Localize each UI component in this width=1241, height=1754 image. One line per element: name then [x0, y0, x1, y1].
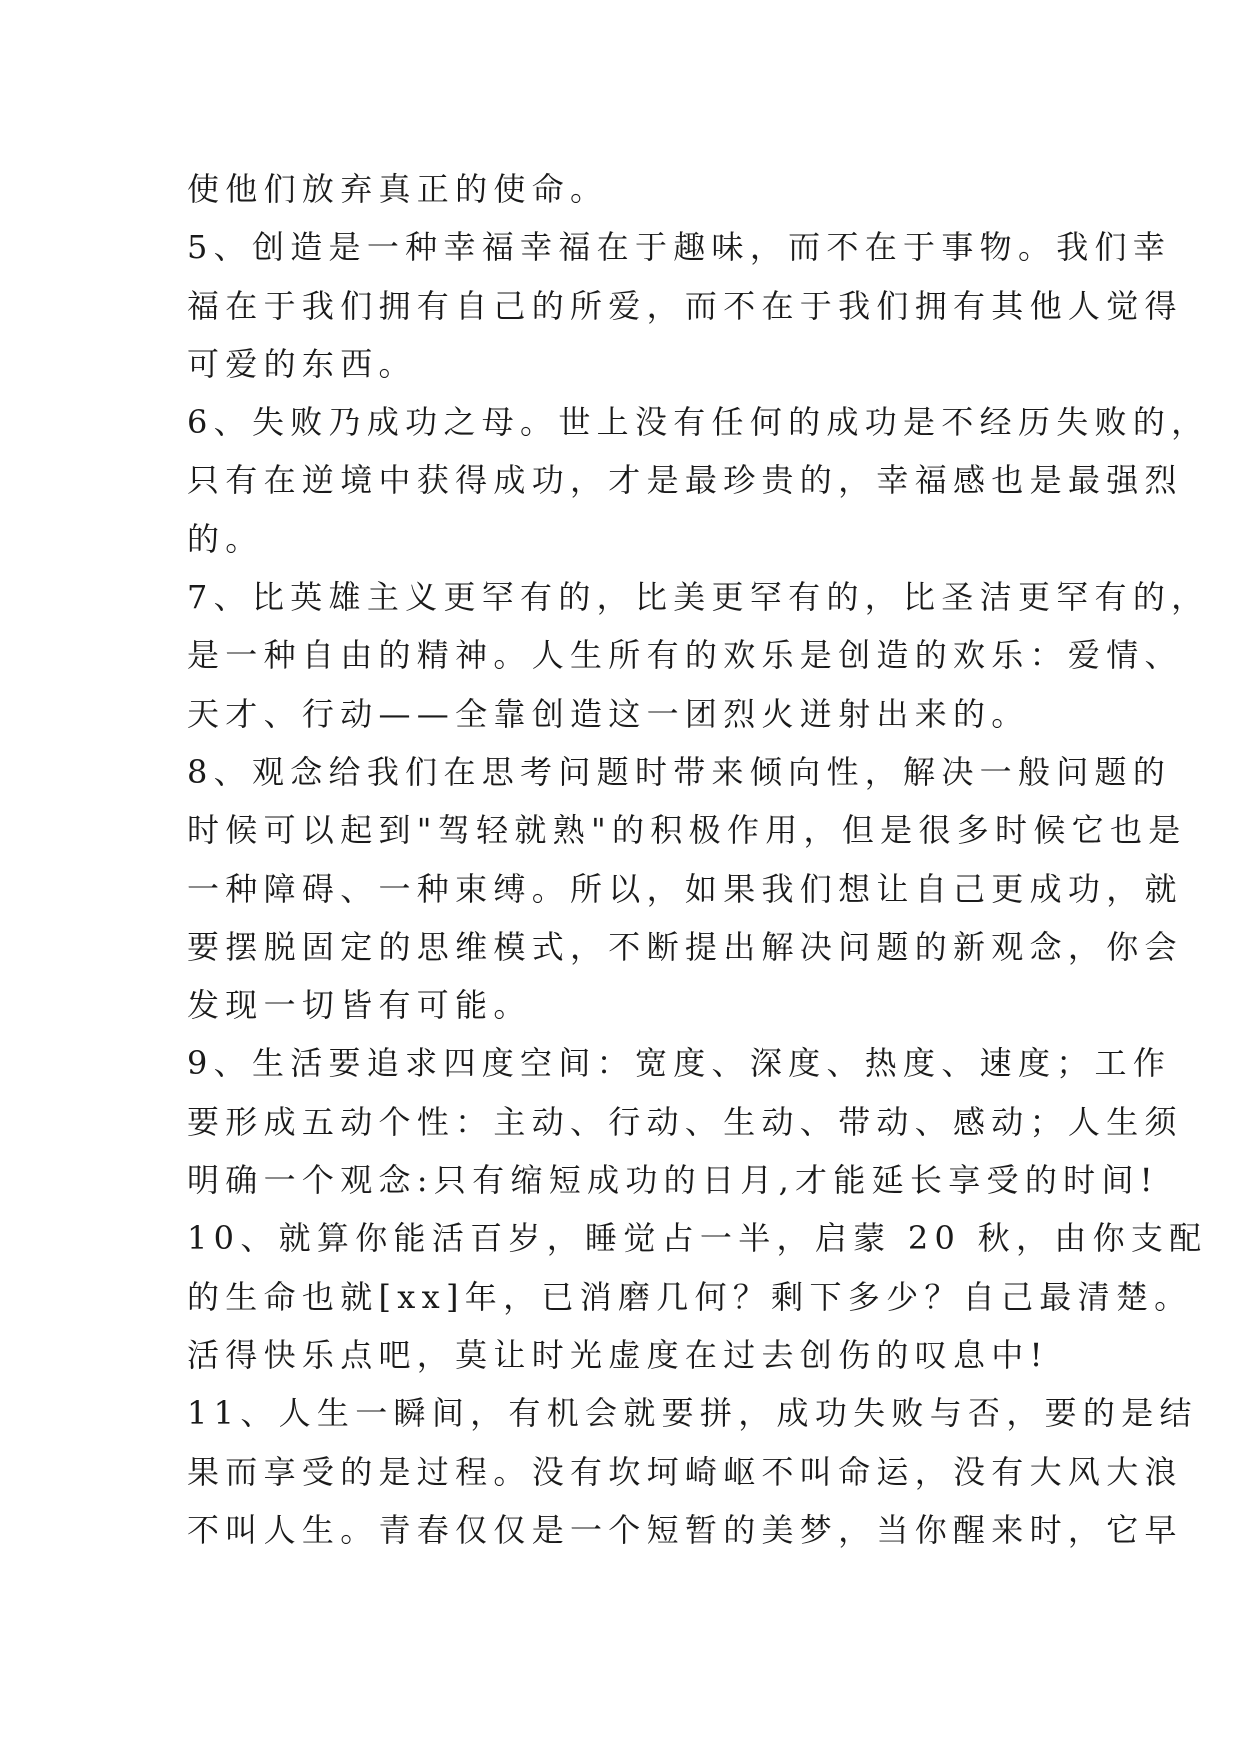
text-line: 活得快乐点吧，莫让时光虚度在过去创伤的叹息中!: [187, 1335, 1049, 1374]
text-line: 10、就算你能活百岁，睡觉占一半，启蒙 20 秋，由你支配: [187, 1219, 1208, 1258]
text-line: 一种障碍、一种束缚。所以，如果我们想让自己更成功，就: [187, 869, 1183, 908]
text-line: 使他们放弃真正的使命。: [187, 170, 609, 208]
text-line: 7、比英雄主义更罕有的，比美更罕有的，比圣洁更罕有的，: [187, 578, 1210, 617]
text-line: 果而享受的是过程。没有坎坷崎岖不叫命运，没有大风大浪: [187, 1452, 1183, 1491]
text-line: 的生命也就[xx]年，已消磨几何？剩下多少？自己最清楚。: [187, 1277, 1193, 1316]
text-line: 只有在逆境中获得成功，才是最珍贵的，幸福感也是最强烈: [187, 461, 1183, 500]
text-line: 5、创造是一种幸福幸福在于趣味，而不在于事物。我们幸: [187, 228, 1172, 267]
text-line: 要形成五动个性：主动、行动、生动、带动、感动；人生须: [187, 1102, 1183, 1141]
text-line: 可爱的东西。: [187, 344, 417, 383]
text-line: 9、生活要追求四度空间：宽度、深度、热度、速度；工作: [187, 1044, 1172, 1083]
text-line: 明确一个观念:只有缩短成功的日月,才能延长享受的时间!: [187, 1161, 1159, 1200]
text-line: 11、人生一瞬间，有机会就要拼，成功失败与否，要的是结: [187, 1394, 1198, 1433]
text-line: 的。: [187, 519, 264, 558]
text-line: 福在于我们拥有自己的所爱，而不在于我们拥有其他人觉得: [187, 286, 1183, 325]
text-line: 6、失败乃成功之母。世上没有任何的成功是不经历失败的，: [187, 403, 1210, 442]
text-line: 天才、行动——全靠创造这一团烈火迸射出来的。: [187, 694, 1030, 733]
text-line: 是一种自由的精神。人生所有的欢乐是创造的欢乐：爱情、: [187, 636, 1183, 675]
text-line: 发现一切皆有可能。: [187, 986, 532, 1025]
text-line: 不叫人生。青春仅仅是一个短暂的美梦，当你醒来时，它早: [187, 1510, 1183, 1549]
text-line: 时候可以起到"驾轻就熟"的积极作用，但是很多时候它也是: [187, 811, 1187, 850]
text-line: 要摆脱固定的思维模式，不断提出解决问题的新观念，你会: [187, 927, 1183, 966]
text-line: 8、观念给我们在思考问题时带来倾向性，解决一般问题的: [187, 752, 1172, 791]
body-text: [187, 160, 1210, 1559]
